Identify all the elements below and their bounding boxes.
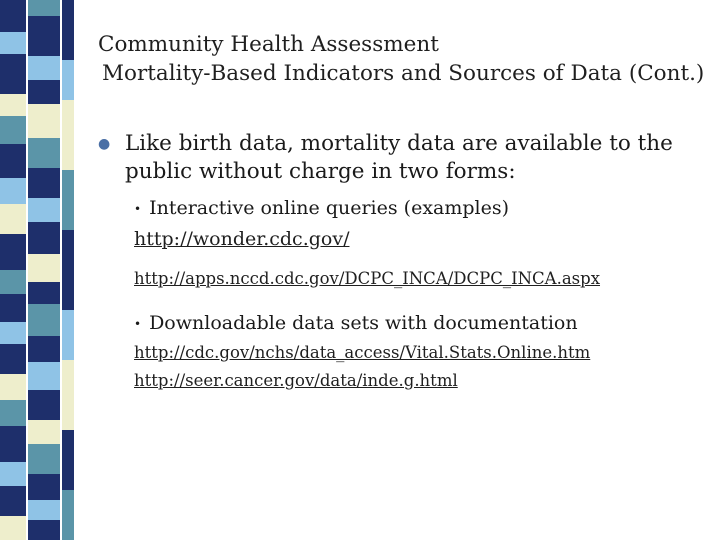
strip-column-c — [62, 0, 74, 540]
title-line-2: Mortality-Based Indicators and Sources of Data (Cont.) — [102, 61, 705, 86]
link-cdc-nchs[interactable]: http://cdc.gov/nchs/data_access/Vital.Stats.Online.htm — [134, 343, 591, 362]
bullet-dot-icon: • — [134, 317, 142, 331]
bullet-dot-icon: ● — [98, 136, 111, 152]
main-bullet — [98, 130, 708, 186]
sub-bullet-datasets — [134, 310, 578, 337]
sub-bullet-datasets-text: Downloadable data sets with documentation — [149, 312, 578, 334]
strip-column-b — [28, 0, 60, 540]
bullet-dot-icon: • — [134, 202, 142, 216]
sub-bullet-queries — [134, 195, 509, 222]
slide-title — [98, 30, 708, 88]
link-wonder-cdc[interactable]: http://wonder.cdc.gov/ — [134, 228, 350, 250]
title-line-1: Community Health Assessment — [98, 32, 439, 57]
link-apps-nccd[interactable]: http://apps.nccd.cdc.gov/DCPC_INCA/DCPC_INCA.aspx — [134, 269, 601, 288]
main-bullet-text: Like birth data, mortality data are available to the public without charge in two forms: — [125, 131, 673, 184]
decorative-block-strip — [0, 0, 80, 540]
link-seer-cancer[interactable]: http://seer.cancer.gov/data/inde.g.html — [134, 371, 458, 390]
sub-bullet-queries-text: Interactive online queries (examples) — [149, 197, 510, 219]
strip-column-a — [0, 0, 26, 540]
